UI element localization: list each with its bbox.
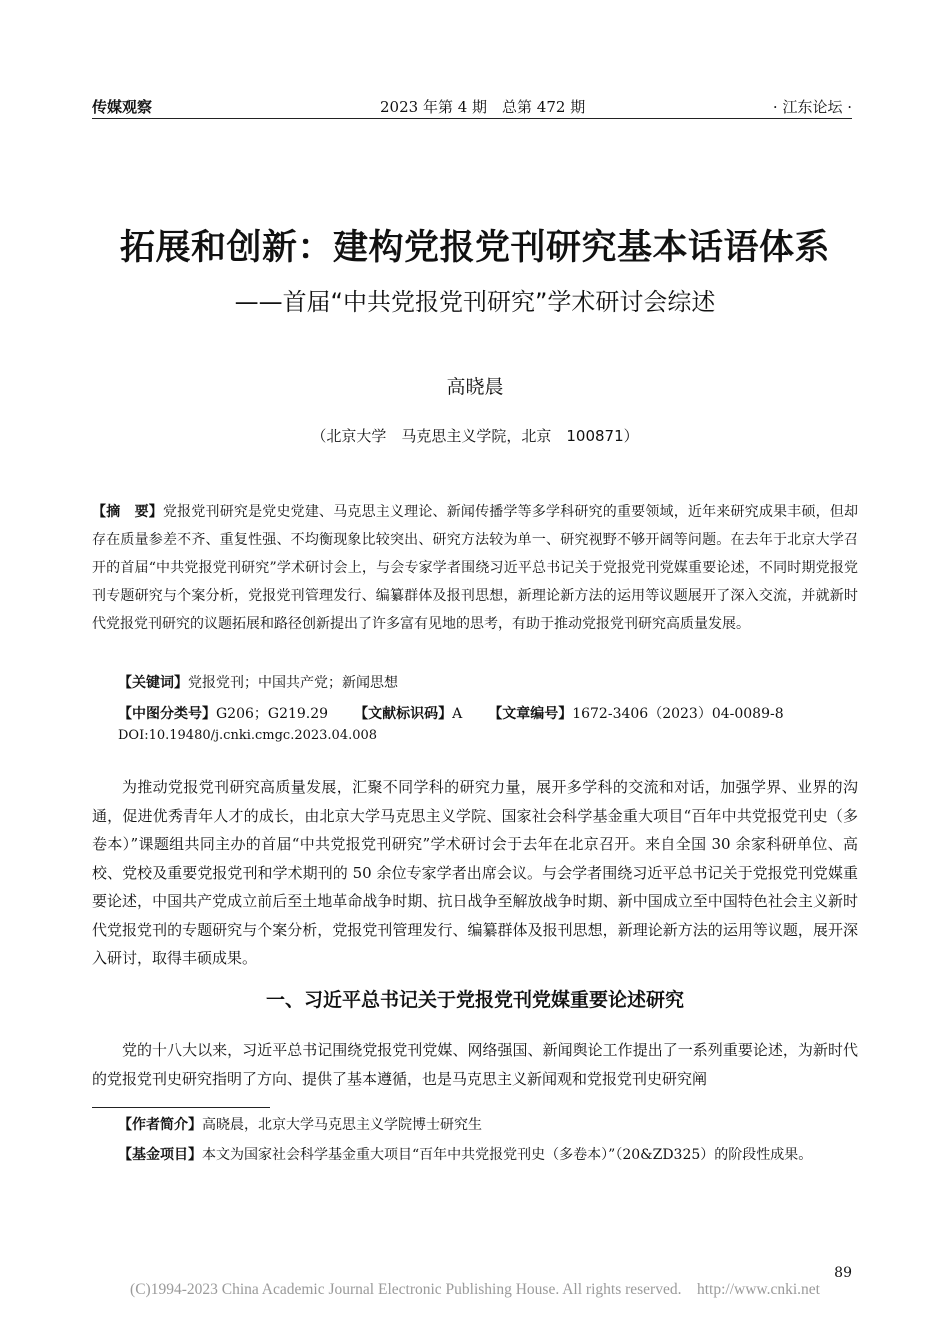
article-number-label: 【文章编号】 bbox=[488, 706, 573, 722]
copyright-watermark: (C)1994-2023 China Academic Journal Electronic Publishing House. All rights reserved. http://www.cnki.net bbox=[130, 1281, 820, 1298]
abstract-label: 【摘 要】 bbox=[92, 504, 163, 520]
footnote-fund-label: 【基金项目】 bbox=[118, 1147, 202, 1163]
intro-paragraph: 为推动党报党刊研究高质量发展，汇聚不同学科的研究力量，展开多学科的交流和对话，加强学界、业界的沟通，促进优秀青年人才的成长，由北京大学马克思主义学院、国家社会科学基金重大项目“百年中共党报党刊史（多卷本）”课题组共同主办的首届“中共党报党刊研究”学术研讨会于去年在北京召开。来自全国 30 余家科研单位、高校、党校及重要党报党刊和学术期刊的 50 余位专家学者出席会议。与会学者围绕习近平总书记关于党报党刊党媒重要论述，中国共产党成立前后至土地革命战争时期、抗日战争至解放战争时期、新中国成立至中国特色社会主义新时代党报党刊的专题研究与个案分析，党报党刊管理发行、编纂群体及报刊思想，新理论新方法的运用等议题，展开深入研讨，取得丰硕成果。 bbox=[92, 778, 858, 967]
page-number: 89 bbox=[834, 1265, 852, 1281]
doccode-value: A bbox=[452, 706, 463, 722]
footnote-author-text: 高晓晨，北京大学马克思主义学院博士研究生 bbox=[202, 1117, 482, 1133]
author-affiliation: （北京大学 马克思主义学院，北京 100871） bbox=[311, 427, 639, 445]
section-name: · 江东论坛 · bbox=[772, 98, 852, 116]
article-title: 拓展和创新：建构党报党刊研究基本话语体系 bbox=[119, 227, 830, 268]
keywords-text: 党报党刊；中国共产党；新闻思想 bbox=[188, 675, 398, 691]
article-number-value: 1672-3406（2023）04-0089-8 bbox=[572, 706, 784, 722]
footnote-rule bbox=[92, 1107, 270, 1108]
journal-column-name: 传媒观察 bbox=[92, 98, 153, 116]
issue-info: 2023 年第 4 期 总第 472 期 bbox=[380, 98, 586, 116]
header-rule bbox=[92, 118, 852, 119]
doccode-label: 【文献标识码】 bbox=[354, 706, 453, 722]
keywords-label: 【关键词】 bbox=[118, 675, 188, 691]
article-subtitle: ——首届“中共党报党刊研究”学术研讨会综述 bbox=[234, 288, 716, 316]
abstract-text: 党报党刊研究是党史党建、马克思主义理论、新闻传播学等多学科研究的重要领域，近年来研究成果丰硕，但却存在质量参差不齐、重复性强、不均衡现象比较突出、研究方法较为单一、研究视野不够开阔等问题。在去年于北京大学召开的首届“中共党报党刊研究”学术研讨会上，与会专家学者围绕习近平总书记关于党报党刊党媒重要论述，不同时期党报党刊专题研究与个案分析，党报党刊管理发行、编纂群体及报刊思想，新理论新方法的运用等议题展开了深入交流，并就新时代党报党刊研究的议题拓展和路径创新提出了许多富有见地的思考，有助于推动党报党刊研究高质量发展。 bbox=[92, 504, 859, 632]
section-paragraph: 党的十八大以来，习近平总书记围绕党报党刊党媒、网络强国、新闻舆论工作提出了一系列重要论述，为新时代的党报党刊史研究指明了方向、提供了基本遵循，也是马克思主义新闻观和党报党刊史研究阐 bbox=[92, 1041, 858, 1088]
clc-value: G206；G219.29 bbox=[216, 706, 329, 722]
keywords bbox=[118, 672, 398, 692]
footnote-author bbox=[118, 1114, 482, 1134]
classification-line bbox=[118, 703, 784, 723]
clc-label: 【中图分类号】 bbox=[118, 706, 216, 722]
footnote-fund-text: 本文为国家社会科学基金重大项目“百年中共党报党刊史（多卷本）”（20&ZD325）的阶段性成果。 bbox=[202, 1147, 813, 1163]
section-heading: 一、习近平总书记关于党报党刊党媒重要论述研究 bbox=[265, 989, 684, 1011]
footnote-author-label: 【作者简介】 bbox=[118, 1117, 202, 1133]
footnote-fund bbox=[92, 1142, 858, 1169]
doi: DOI:10.19480/j.cnki.cmgc.2023.04.008 bbox=[118, 728, 378, 743]
abstract bbox=[92, 498, 858, 638]
author-name: 高晓晨 bbox=[446, 376, 504, 398]
